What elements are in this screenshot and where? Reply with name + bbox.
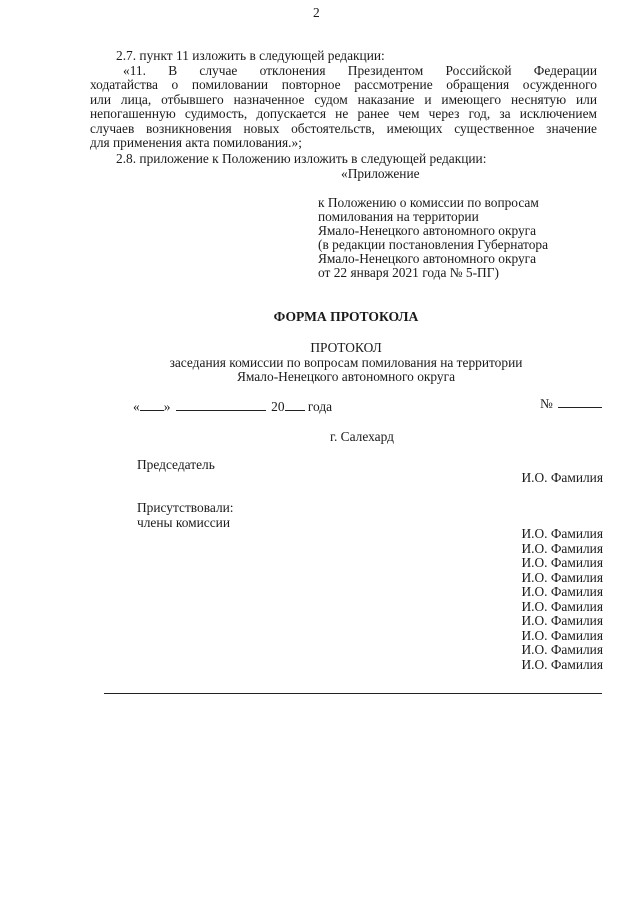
city: г. Салехард: [330, 429, 394, 444]
member-name: И.О. Фамилия: [521, 642, 603, 657]
item-2-7-line: непогашенную судимость, допускается не ранее чем через год, за исключением: [90, 106, 597, 122]
date-open-quote: «: [133, 399, 140, 414]
month-blank: [176, 399, 266, 411]
item-2-7-intro: 2.7. пункт 11 изложить в следующей редакции:: [116, 48, 385, 63]
bottom-rule: [104, 693, 602, 694]
protocol-subtitle: заседания комиссии по вопросам помилования на территории: [169, 355, 523, 370]
members-list: [521, 527, 603, 672]
member-name: И.О. Фамилия: [521, 526, 603, 541]
item-2-7-line: или лица, отбывшего назначенное судом наказание и имеющего неснятую или: [90, 91, 597, 107]
appendix-line: к Положению о комиссии по вопросам: [318, 195, 539, 210]
item-2-7-line: случаев возникновения новых обстоятельств, имеющих существенное значение: [90, 120, 597, 136]
item-2-7-text: [90, 64, 597, 150]
member-name: И.О. Фамилия: [521, 613, 603, 628]
date-line: [133, 399, 332, 414]
item-2-7-last-line: для применения акта помилования.»;: [90, 134, 302, 150]
member-name: И.О. Фамилия: [521, 540, 603, 556]
member-name: И.О. Фамилия: [521, 584, 603, 599]
protocol-subtitle: Ямало-Ненецкого автономного округа: [236, 369, 456, 384]
appendix-line: от 22 января 2021 года № 5-ПГ): [318, 265, 499, 280]
member-name: И.О. Фамилия: [521, 627, 603, 643]
page-number: 2: [313, 5, 320, 20]
year-blank: [285, 399, 305, 411]
day-blank: [140, 399, 164, 411]
member-name: И.О. Фамилия: [521, 656, 603, 672]
present-label: Присутствовали:: [137, 500, 234, 515]
protocol-heading: ПРОТОКОЛ: [310, 340, 382, 355]
member-name: И.О. Фамилия: [521, 569, 603, 585]
item-2-7-line: ходатайства о помиловании повторное рассмотрение обращения осужденного: [90, 77, 597, 93]
appendix-label: «Приложение: [341, 166, 420, 181]
member-name: И.О. Фамилия: [521, 555, 603, 570]
appendix-line: Ямало-Ненецкого автономного округа: [318, 223, 537, 238]
item-2-8-intro: 2.8. приложение к Положению изложить в следующей редакции:: [116, 151, 487, 166]
number-sign: №: [540, 396, 553, 411]
chairman-label: Председатель: [137, 457, 215, 472]
item-2-7-line: «11. В случае отклонения Президентом Российской Федерации: [123, 63, 597, 78]
appendix-line: (в редакции постановления Губернатора: [318, 237, 549, 252]
protocol-number: [540, 396, 602, 411]
year-suffix: года: [307, 399, 333, 414]
number-blank: [558, 396, 602, 408]
appendix-line: Ямало-Ненецкого автономного округа: [318, 251, 537, 266]
member-name: И.О. Фамилия: [521, 598, 603, 614]
appendix-line: помилования на территории: [318, 209, 479, 224]
date-close-quote: »: [163, 399, 171, 414]
year-prefix: 20: [271, 399, 285, 414]
chairman-name: И.О. Фамилия: [521, 470, 603, 485]
form-title: ФОРМА ПРОТОКОЛА: [273, 309, 419, 324]
members-label: члены комиссии: [137, 515, 230, 530]
